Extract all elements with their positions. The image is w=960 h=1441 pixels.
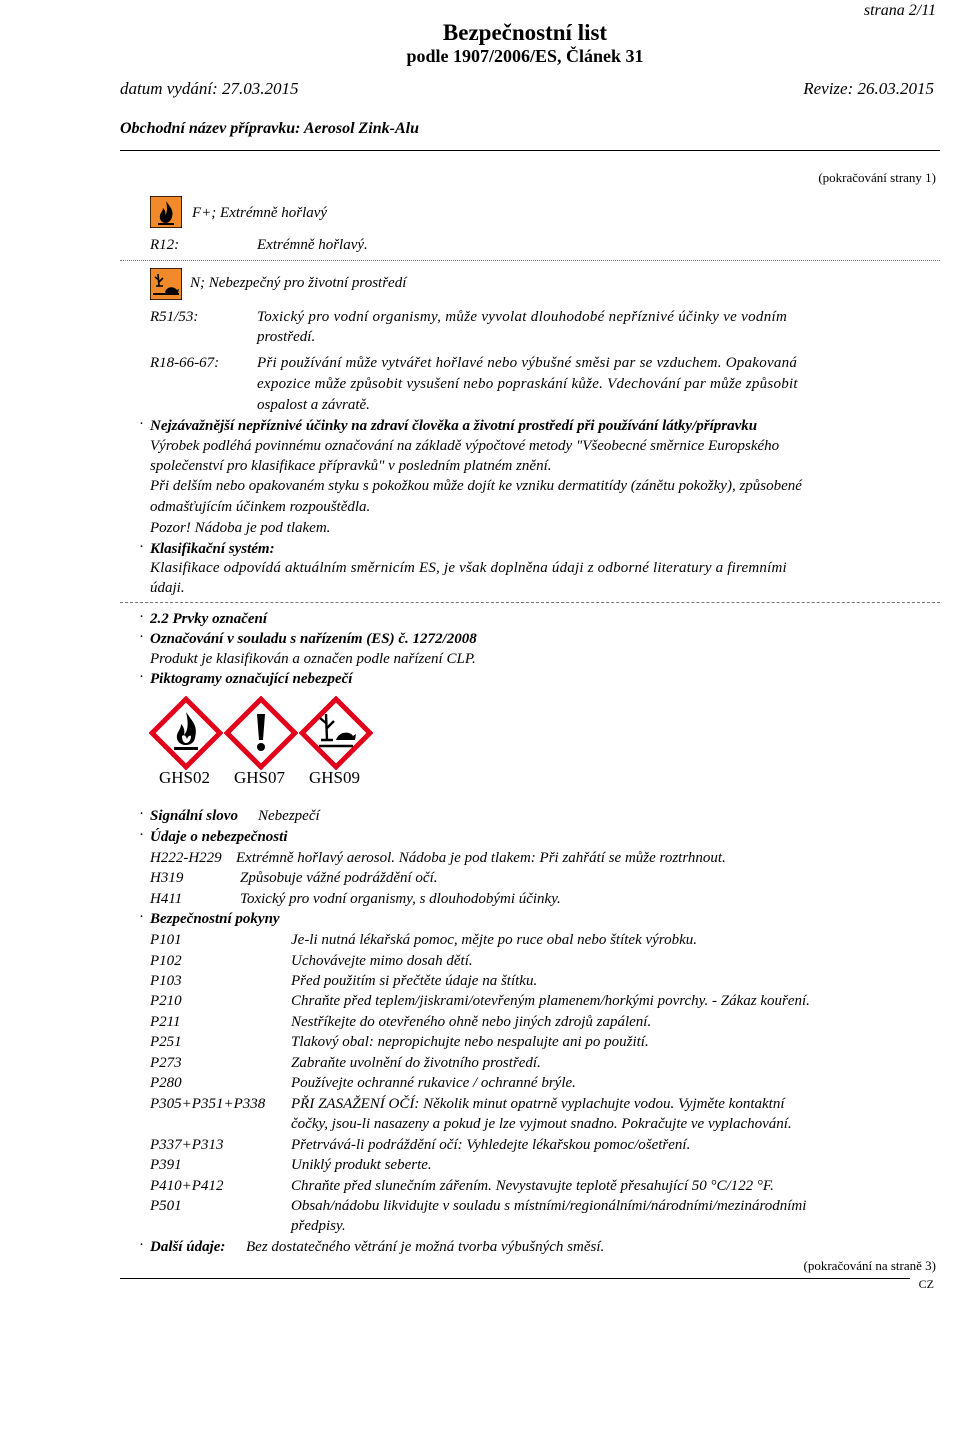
continued-to: (pokračování na straně 3) (803, 1258, 936, 1273)
ghs07-exclamation-icon (224, 696, 298, 770)
document-title: Bezpečnostní list (442, 20, 608, 45)
precaution-code: P501 (150, 1198, 182, 1214)
precaution-text: Přetrvává-li podráždění očí: Vyhledejte lékařskou pomoc/ošetření. (291, 1137, 691, 1153)
hazard-heading: Údaje o nebezpečnosti (150, 829, 288, 845)
precaution-text: Uchovávejte mimo dosah dětí. (291, 953, 473, 969)
effects-p3: Pozor! Nádoba je pod tlakem. (150, 520, 331, 536)
section-title: 2.2 Prvky označení (150, 611, 268, 627)
precaution-text: Chraňte před slunečním zářením. Nevystavujte teplotě přesahující 50 °C/122 °F. (291, 1178, 774, 1194)
hazard-code: H411 (150, 891, 183, 907)
r12-text: Extrémně hořlavý. (257, 237, 368, 253)
precaution-code: P273 (150, 1055, 182, 1071)
labeling-text: Produkt je klasifikován a označen podle nařízení CLP. (150, 651, 476, 667)
pictogram-label-ghs09: GHS09 (309, 768, 361, 787)
system-heading: Klasifikační systém: (150, 541, 275, 557)
precaution-text: Je-li nutná lékařská pomoc, mějte po ruce obal nebo štítek výrobku. (291, 932, 697, 948)
precaution-code: P305+P351+P338 (150, 1096, 266, 1112)
signal-word-value: Nebezpečí (258, 808, 320, 824)
effects-p2-l1: Při delším nebo opakovaném styku s pokožkou může dojít ke vzniku dermatitídy (zánětu pokožky), způsobené (150, 478, 802, 494)
bullet: · (139, 539, 144, 555)
document-subtitle: podle 1907/2006/ES, Článek 31 (406, 46, 644, 66)
precaution-text: Chraňte před teplem/jiskrami/otevřeným plamenem/horkými povrchy. - Zákaz kouření. (291, 993, 810, 1009)
precaution-text: Používejte ochranné rukavice / ochranné brýle. (291, 1075, 576, 1091)
f-plus-label: F+; Extrémně hořlavý (192, 205, 328, 221)
precaution-code: P280 (150, 1075, 182, 1091)
hazard-code: H319 (150, 870, 184, 886)
dotted-separator (120, 260, 940, 261)
bullet: · (139, 629, 144, 645)
ghs09-environment-icon (299, 696, 373, 770)
precaution-code: P211 (150, 1014, 181, 1030)
trade-name: Obchodní název přípravku: Aerosol Zink-Alu (120, 120, 419, 137)
signal-word-label: Signální slovo (150, 808, 238, 824)
precaution-text-cont: čočky, jsou-li nasazeny a pokud je lze vyjmout snadno. Pokračujte ve vyplachování. (291, 1116, 792, 1132)
effects-heading: Nejzávažnější nepříznivé účinky na zdraví člověka a životní prostředí při používání látky/přípravku (150, 418, 758, 434)
n-label: N; Nebezpečný pro životní prostředí (190, 275, 407, 291)
r18-line3: ospalost a závratě. (257, 397, 370, 413)
environment-icon (150, 268, 182, 300)
r18-line1: Při používání může vytvářet hořlavé nebo výbušné směsi par se vzduchem. Opakovaná (257, 355, 798, 371)
precaution-text-cont: předpisy. (291, 1218, 346, 1234)
pictogram-label-ghs02: GHS02 (159, 768, 211, 787)
precaution-text: Tlakový obal: nepropichujte nebo nespalujte ani po použití. (291, 1034, 649, 1050)
further-label: Další údaje: (150, 1239, 226, 1255)
r51-code: R51/53: (150, 309, 199, 325)
precaution-code: P103 (150, 973, 182, 989)
bullet: · (139, 416, 144, 432)
r12-code: R12: (150, 237, 180, 253)
precaution-code: P410+P412 (150, 1178, 224, 1194)
precaution-text: Zabraňte uvolnění do životního prostředí. (291, 1055, 541, 1071)
issue-date: datum vydání: 27.03.2015 (120, 79, 299, 98)
precaution-text: Obsah/nádobu likvidujte v souladu s místními/regionálními/národními/mezinárodními (291, 1198, 807, 1214)
pictogram-label-ghs07: GHS07 (234, 768, 286, 787)
effects-p1-l1: Výrobek podléhá povinnému označování na základě výpočtové metody "Všeobecné směrnice Europského (150, 438, 780, 454)
effects-p2-l2: odmašťujícím účinkem rozpouštědla. (150, 499, 371, 515)
header-rule (120, 150, 940, 151)
effects-p1-l2: společenství pro klasifikace přípravků" v posledním platném znění. (150, 458, 552, 474)
precaution-text: PŘI ZASAŽENÍ OČÍ: Několik minut opatrně vyplachujte vodou. Vyjměte kontaktní (291, 1096, 785, 1112)
hazard-text: Extrémně hořlavý aerosol. Nádoba je pod tlakem: Při zahřátí se může roztrhnout. (236, 850, 726, 866)
bullet: · (139, 609, 144, 625)
footer-rule (120, 1278, 910, 1279)
precaution-heading: Bezpečnostní pokyny (150, 911, 280, 927)
flame-icon (150, 196, 182, 228)
bullet: · (139, 806, 144, 822)
precaution-text: Před použitím si přečtěte údaje na štítku. (291, 973, 538, 989)
hazard-text: Způsobuje vážné podráždění očí. (240, 870, 438, 886)
pictograms-heading: Piktogramy označující nebezpečí (150, 671, 353, 687)
precaution-code: P101 (150, 932, 182, 948)
precaution-code: P102 (150, 953, 182, 969)
page-number: strana 2/11 (863, 2, 936, 19)
precaution-text: Nestříkejte do otevřeného ohně nebo jiných zdrojů zapálení. (291, 1014, 652, 1030)
bullet: · (139, 1237, 144, 1253)
system-l2: údaji. (150, 580, 185, 596)
dashed-separator (120, 602, 940, 603)
bullet: · (139, 827, 144, 843)
r51-line2: prostředí. (257, 329, 316, 345)
further-text: Bez dostatečného větrání je možná tvorba výbušných směsí. (246, 1239, 605, 1255)
hazard-text: Toxický pro vodní organismy, s dlouhodobými účinky. (240, 891, 561, 907)
precaution-text: Uniklý produkt seberte. (291, 1157, 432, 1173)
precaution-code: P337+P313 (150, 1137, 224, 1153)
precaution-code: P391 (150, 1157, 182, 1173)
ghs02-flame-icon (149, 696, 223, 770)
system-l1: Klasifikace odpovídá aktuálním směrnicím ES, je však doplněna údaji z odborné literatury a firemními (150, 560, 787, 576)
precaution-code: P251 (150, 1034, 182, 1050)
continued-from: (pokračování strany 1) (818, 170, 936, 185)
r18-code: R18-66-67: (150, 355, 220, 371)
bullet: · (139, 909, 144, 925)
hazard-code: H222-H229 (150, 850, 222, 866)
bullet: · (139, 669, 144, 685)
r51-line1: Toxický pro vodní organismy, může vyvolat dlouhodobé nepříznivé účinky ve vodním (257, 309, 788, 325)
revision-date: Revize: 26.03.2015 (803, 79, 934, 98)
language-code: CZ (918, 1277, 934, 1291)
labeling-heading: Označování v souladu s nařízením (ES) č. 1272/2008 (150, 631, 477, 647)
r18-line2: expozice může způsobit vysušení nebo popraskání kůže. Vdechování par může způsobit (257, 376, 798, 392)
precaution-code: P210 (150, 993, 182, 1009)
